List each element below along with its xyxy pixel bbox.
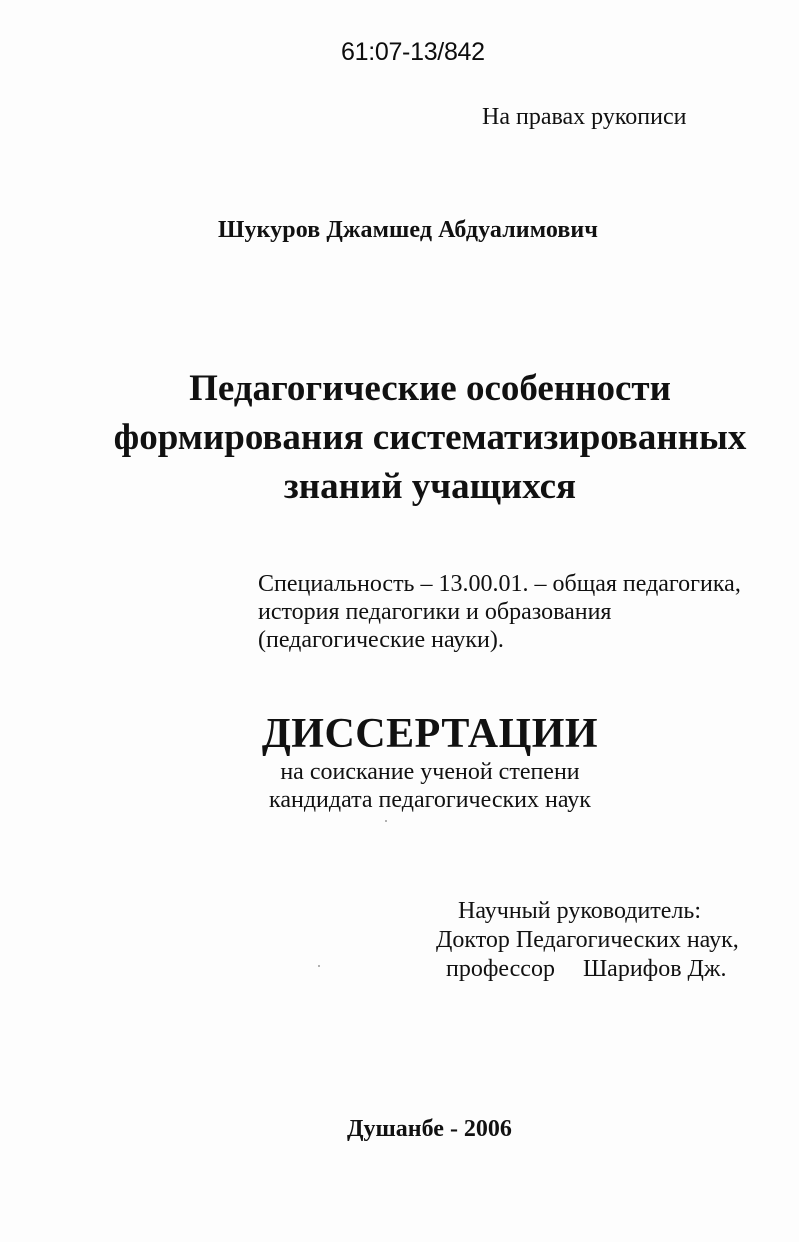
supervisor-degree: Доктор Педагогических наук, (436, 927, 739, 953)
degree-name-line: кандидата педагогических наук (269, 787, 591, 813)
specialty-line: история педагогики и образования (258, 599, 612, 625)
supervisor-name: Шарифов Дж. (582, 956, 727, 982)
specialty-line: Специальность – 13.00.01. – общая педагогика, (258, 571, 741, 597)
city-year: Душанбе - 2006 (347, 1116, 512, 1142)
scan-speck (385, 820, 387, 822)
degree-purpose-line: на соискание ученой степени (280, 759, 580, 785)
dissertation-title (80, 364, 780, 511)
manuscript-note: На правах рукописи (482, 104, 687, 130)
catalog-number: 61:07-13/842 (341, 38, 485, 66)
specialty-block (258, 570, 741, 654)
supervisor-rank-name-line (436, 955, 739, 984)
dissertation-heading: ДИССЕРТАЦИИ (261, 711, 599, 757)
dissertation-block (130, 710, 730, 814)
scan-speck (318, 965, 320, 967)
title-line: формирования систематизированных (113, 417, 747, 458)
title-line: знаний учащихся (283, 466, 577, 507)
title-line: Педагогические особенности (189, 368, 671, 409)
author-name: Шукуров Джамшед Абдуалимович (218, 217, 598, 243)
supervisor-block (436, 897, 739, 984)
supervisor-rank: профессор (446, 956, 555, 982)
specialty-line: (педагогические науки). (258, 627, 504, 653)
supervisor-label: Научный руководитель: (458, 898, 702, 924)
